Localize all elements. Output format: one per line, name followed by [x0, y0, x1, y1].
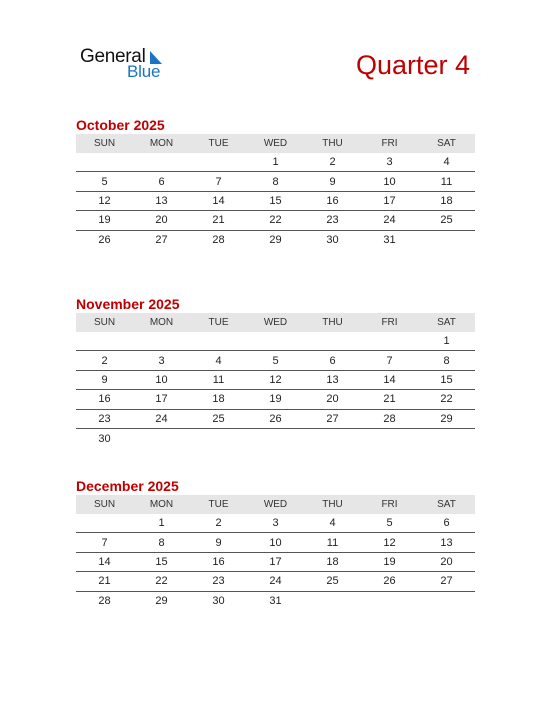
- weekday-header-row: [76, 495, 475, 514]
- weekday-header-row: [76, 313, 475, 332]
- day-cell: 21: [383, 393, 396, 406]
- day-cell: 29: [269, 234, 282, 247]
- day-cell: 10: [269, 536, 282, 549]
- day-cell: 5: [386, 517, 393, 530]
- day-cell: 12: [98, 194, 111, 207]
- day-cell: 17: [383, 194, 396, 207]
- day-cell: 9: [215, 536, 222, 549]
- day-cell: 12: [269, 373, 282, 386]
- day-cell: 24: [269, 575, 282, 588]
- weekday-label: THU: [322, 317, 343, 328]
- weekday-label: WED: [263, 138, 288, 149]
- day-cell: 25: [212, 412, 225, 425]
- weekday-label: TUE: [208, 317, 229, 328]
- day-cell: 5: [101, 175, 108, 188]
- day-cell: 28: [212, 234, 225, 247]
- page-title: Quarter 4: [355, 50, 470, 80]
- day-cell: 24: [155, 412, 168, 425]
- day-cell: 6: [158, 175, 165, 188]
- day-cell: 7: [215, 175, 222, 188]
- week-row: [76, 592, 475, 611]
- weekday-label: WED: [263, 499, 288, 510]
- week-row: [76, 231, 475, 250]
- week-row: [76, 410, 475, 429]
- day-cell: 23: [98, 412, 111, 425]
- day-cell: 10: [383, 175, 396, 188]
- day-cell: 20: [326, 393, 339, 406]
- day-cell: 7: [386, 354, 393, 367]
- day-cell: 8: [443, 354, 450, 367]
- day-cell: 26: [383, 575, 396, 588]
- day-cell: 9: [101, 373, 108, 386]
- calendar-month-november: [76, 295, 475, 448]
- weekday-label: MON: [149, 499, 174, 510]
- day-cell: 28: [98, 595, 111, 608]
- day-cell: 28: [383, 412, 396, 425]
- day-cell: 20: [155, 214, 168, 227]
- weekday-label: SAT: [437, 138, 456, 149]
- weekday-label: TUE: [208, 499, 229, 510]
- day-cell: 16: [98, 393, 111, 406]
- day-cell: 6: [329, 354, 336, 367]
- day-cell: 14: [212, 194, 225, 207]
- weekday-label: SAT: [437, 317, 456, 328]
- month-title: October 2025: [76, 117, 165, 133]
- day-cell: 5: [272, 354, 279, 367]
- week-row: [76, 332, 475, 351]
- month-title: December 2025: [76, 478, 179, 494]
- day-cell: 13: [440, 536, 453, 549]
- weekday-label: THU: [322, 138, 343, 149]
- day-cell: 2: [215, 517, 222, 530]
- day-cell: 1: [272, 156, 279, 169]
- day-cell: 27: [326, 412, 339, 425]
- day-cell: 13: [326, 373, 339, 386]
- week-row: [76, 211, 475, 230]
- day-cell: 14: [383, 373, 396, 386]
- day-cell: 30: [212, 595, 225, 608]
- weekday-label: SAT: [437, 499, 456, 510]
- weekday-label: SUN: [93, 138, 116, 149]
- weekday-label: FRI: [381, 317, 398, 328]
- day-cell: 14: [98, 555, 111, 568]
- day-cell: 6: [443, 517, 450, 530]
- day-cell: 3: [272, 517, 279, 530]
- day-cell: 11: [212, 373, 225, 386]
- day-cell: 4: [215, 354, 222, 367]
- day-cell: 7: [101, 536, 108, 549]
- calendar-month-october: [76, 116, 475, 250]
- day-cell: 8: [272, 175, 279, 188]
- generalblue-logo: [80, 46, 180, 84]
- day-cell: 4: [443, 156, 450, 169]
- day-cell: 30: [326, 234, 339, 247]
- day-cell: 31: [383, 234, 396, 247]
- day-cell: 9: [329, 175, 336, 188]
- day-cell: 13: [155, 194, 168, 207]
- week-row: [76, 371, 475, 390]
- day-cell: 26: [269, 412, 282, 425]
- week-row: [76, 192, 475, 211]
- day-cell: 26: [98, 234, 111, 247]
- day-cell: 10: [155, 373, 168, 386]
- weekday-label: SUN: [93, 499, 116, 510]
- day-cell: 15: [155, 555, 168, 568]
- day-cell: 19: [269, 393, 282, 406]
- calendar-month-december: [76, 477, 475, 611]
- day-cell: 3: [158, 354, 165, 367]
- weekday-label: WED: [263, 317, 288, 328]
- weekday-label: TUE: [208, 138, 229, 149]
- day-cell: 18: [326, 555, 339, 568]
- day-cell: 15: [440, 373, 453, 386]
- day-cell: 15: [269, 194, 282, 207]
- logo-text-blue: Blue: [127, 62, 161, 81]
- day-cell: 29: [440, 412, 453, 425]
- day-cell: 16: [212, 555, 225, 568]
- day-cell: 3: [386, 156, 393, 169]
- day-cell: 11: [440, 175, 453, 188]
- day-cell: 17: [155, 393, 168, 406]
- day-cell: 27: [155, 234, 168, 247]
- week-row: [76, 351, 475, 370]
- day-cell: 23: [326, 214, 339, 227]
- day-cell: 12: [383, 536, 396, 549]
- day-cell: 24: [383, 214, 396, 227]
- week-row: [76, 172, 475, 191]
- day-cell: 19: [383, 555, 396, 568]
- day-cell: 30: [98, 432, 111, 445]
- day-cell: 23: [212, 575, 225, 588]
- week-row: [76, 390, 475, 409]
- week-row: [76, 553, 475, 572]
- week-row: [76, 153, 475, 172]
- week-row: [76, 572, 475, 591]
- day-cell: 17: [269, 555, 282, 568]
- weekday-label: MON: [149, 317, 174, 328]
- logo-text-general: General: [80, 46, 146, 67]
- week-row: [76, 429, 475, 448]
- day-cell: 18: [212, 393, 225, 406]
- weekday-label: MON: [149, 138, 174, 149]
- day-cell: 20: [440, 555, 453, 568]
- weekday-label: THU: [322, 499, 343, 510]
- weekday-header-row: [76, 134, 475, 153]
- day-cell: 1: [158, 517, 165, 530]
- day-cell: 2: [329, 156, 336, 169]
- month-title: November 2025: [76, 296, 180, 312]
- weekday-label: SUN: [93, 317, 116, 328]
- day-cell: 16: [326, 194, 339, 207]
- day-cell: 21: [98, 575, 111, 588]
- day-cell: 2: [101, 354, 108, 367]
- day-cell: 25: [440, 214, 453, 227]
- day-cell: 11: [326, 536, 339, 549]
- week-row: [76, 514, 475, 533]
- day-cell: 19: [98, 214, 111, 227]
- day-cell: 4: [329, 517, 336, 530]
- day-cell: 1: [443, 335, 450, 348]
- day-cell: 8: [158, 536, 165, 549]
- day-cell: 22: [440, 393, 453, 406]
- week-row: [76, 533, 475, 552]
- day-cell: 29: [155, 595, 168, 608]
- day-cell: 22: [269, 214, 282, 227]
- day-cell: 27: [440, 575, 453, 588]
- day-cell: 18: [440, 194, 453, 207]
- day-cell: 21: [212, 214, 225, 227]
- weekday-label: FRI: [381, 138, 398, 149]
- day-cell: 22: [155, 575, 168, 588]
- day-cell: 25: [326, 575, 339, 588]
- weekday-label: FRI: [381, 499, 398, 510]
- day-cell: 31: [269, 595, 282, 608]
